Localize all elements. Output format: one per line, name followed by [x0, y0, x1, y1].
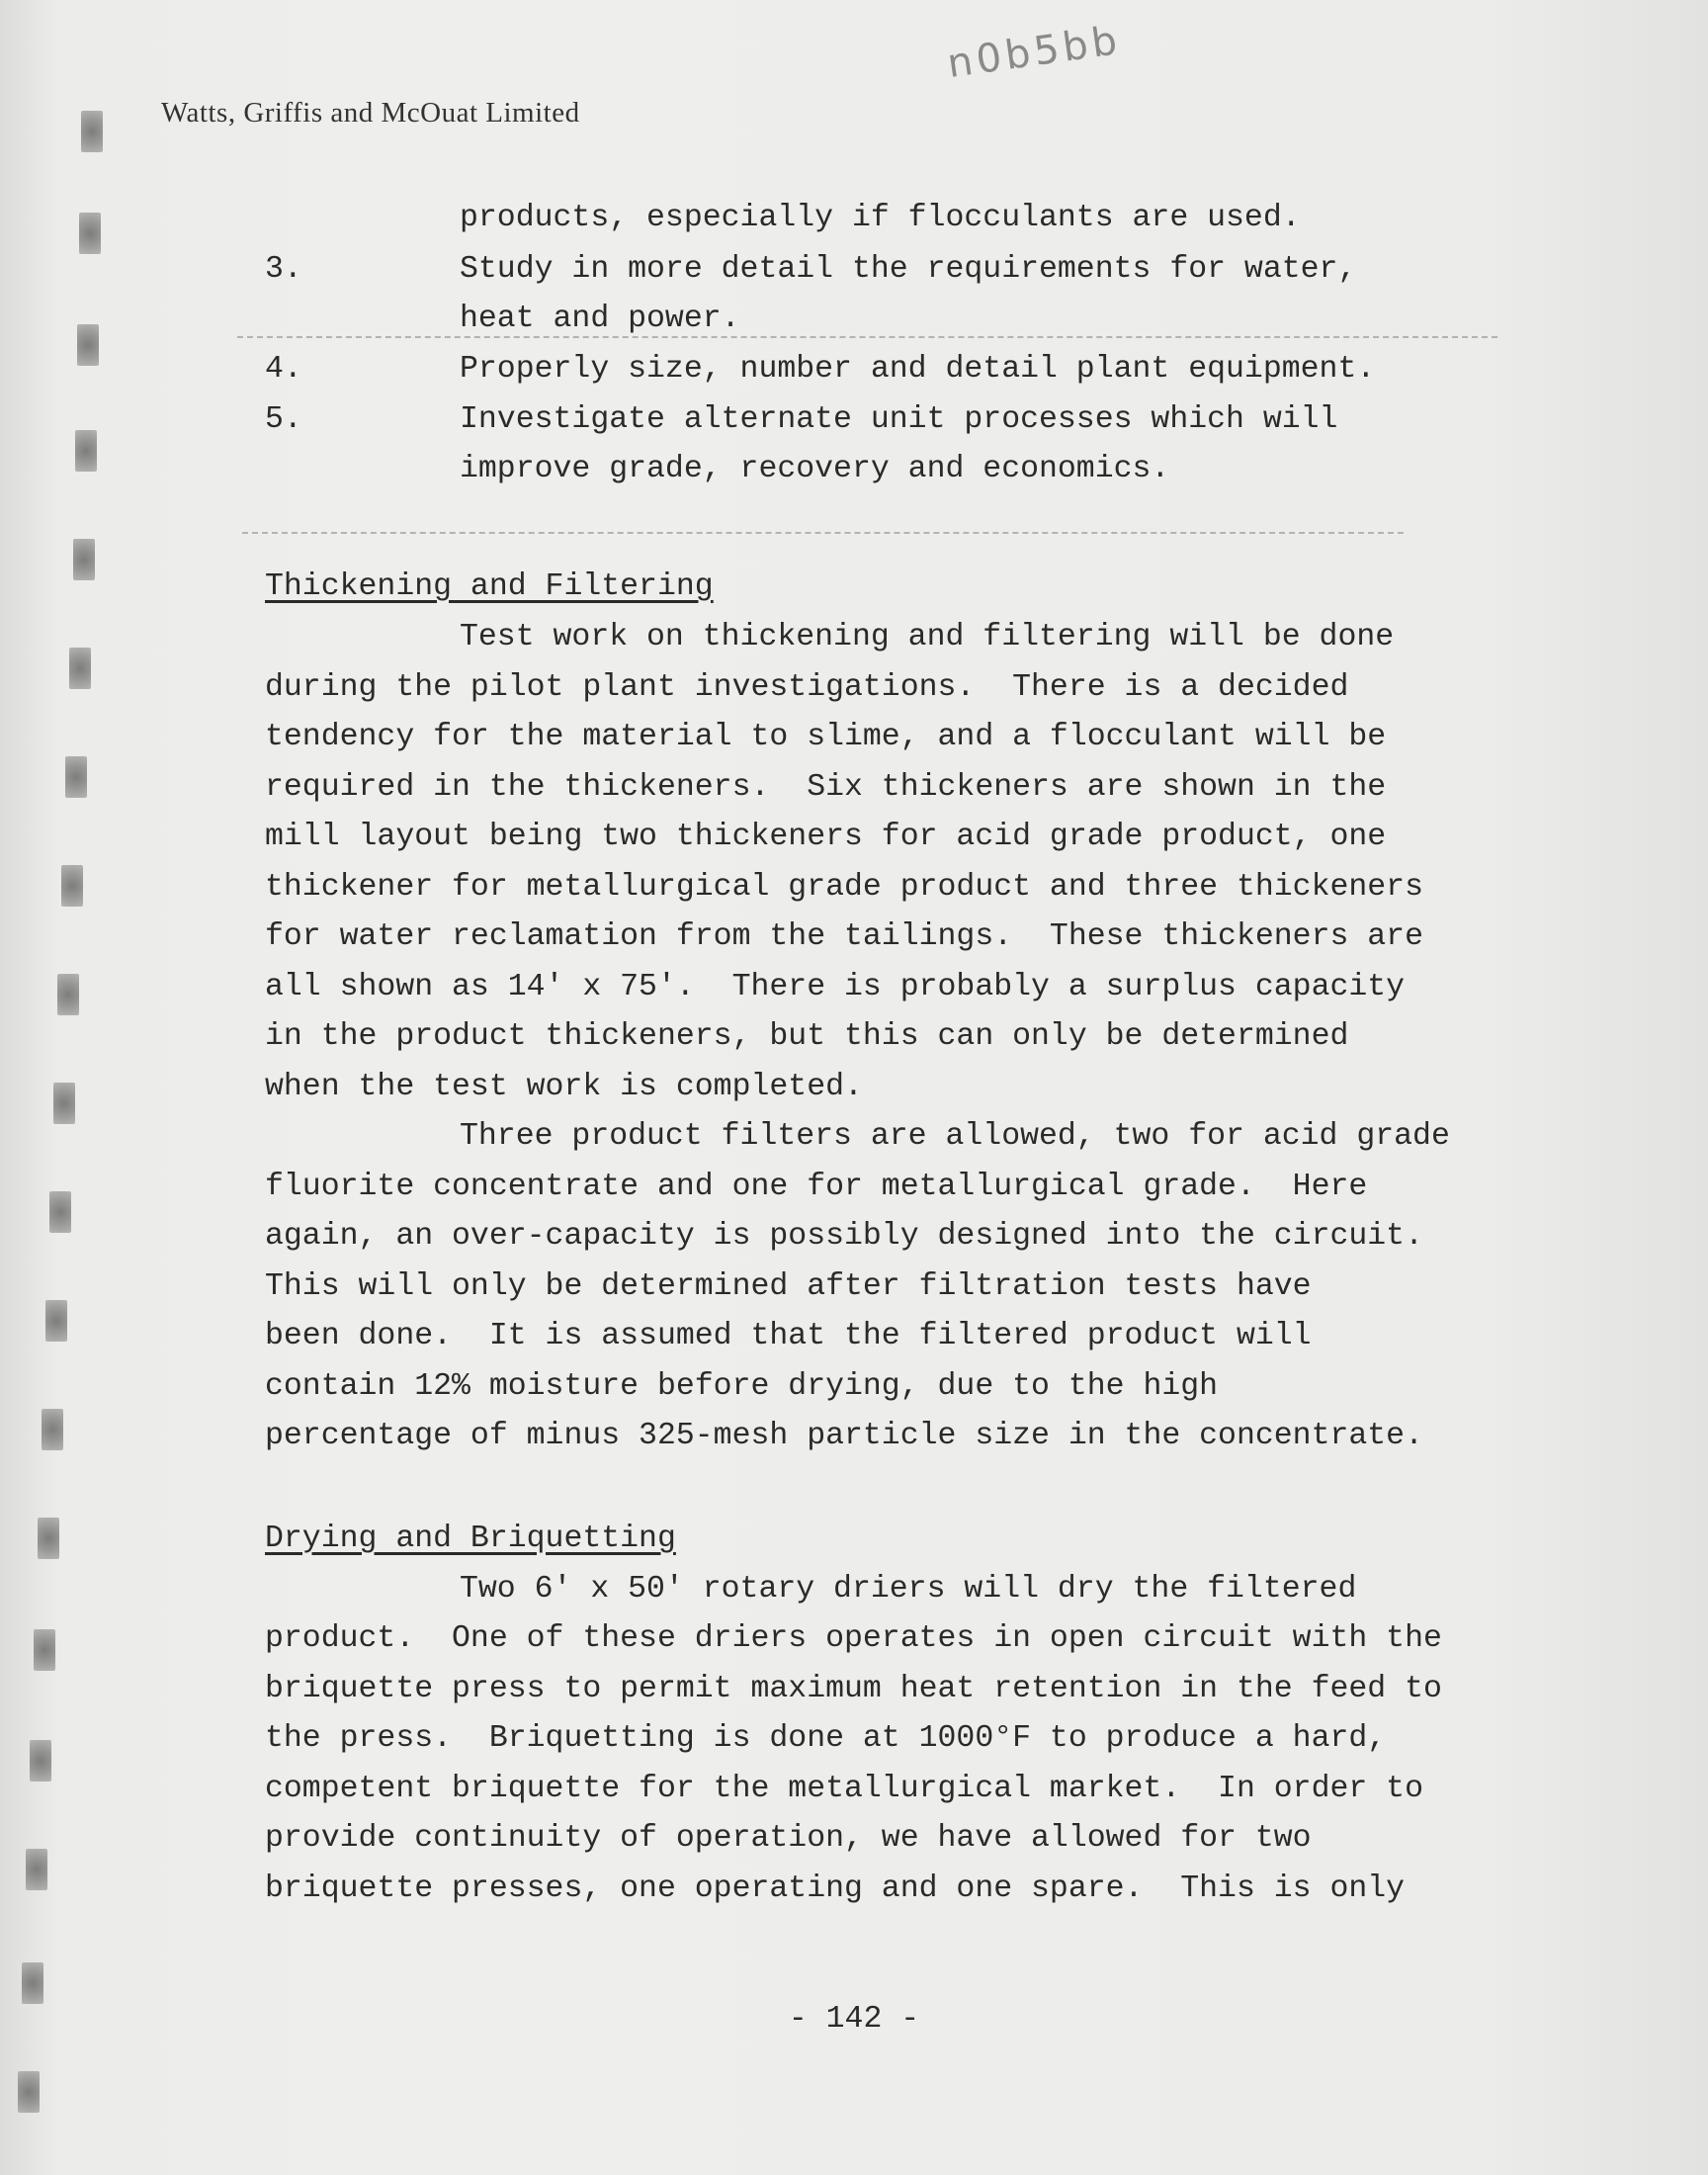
- letterhead: Watts, Griffis and McOuat Limited: [161, 97, 580, 129]
- paragraph-line: This will only be determined after filtration tests have: [265, 1269, 1312, 1304]
- binding-hole: [30, 1740, 51, 1782]
- paragraph-line: tendency for the material to slime, and a flocculant will be: [265, 720, 1387, 754]
- binding-hole: [45, 1300, 67, 1342]
- list-item-number: 5.: [265, 402, 302, 437]
- paragraph-line: Three product filters are allowed, two for acid grade: [460, 1119, 1450, 1154]
- binding-hole: [79, 213, 101, 254]
- paragraph-line: the press. Briquetting is done at 1000°F to produce a hard,: [265, 1721, 1387, 1756]
- binding-hole: [69, 648, 91, 689]
- binding-hole: [42, 1409, 63, 1450]
- list-item-line: heat and power.: [460, 302, 740, 336]
- paragraph-line: Test work on thickening and filtering will be done: [460, 620, 1395, 654]
- binding-hole: [49, 1191, 71, 1233]
- list-item-line: Properly size, number and detail plant equipment.: [460, 352, 1376, 387]
- paragraph-line: Two 6' x 50' rotary driers will dry the filtered: [460, 1572, 1357, 1607]
- binding-hole: [73, 539, 95, 580]
- list-item-line: Study in more detail the requirements for water,: [460, 252, 1357, 287]
- paragraph-line: provide continuity of operation, we have allowed for two: [265, 1821, 1312, 1856]
- section-heading: Drying and Briquetting: [265, 1522, 676, 1556]
- list-item-number: 3.: [265, 252, 302, 287]
- paragraph-line: product. One of these driers operates in open circuit with the: [265, 1621, 1442, 1656]
- binding-hole: [61, 865, 83, 907]
- paragraph-line: again, an over-capacity is possibly designed into the circuit.: [265, 1219, 1423, 1254]
- paragraph-line: all shown as 14' x 75'. There is probably a surplus capacity: [265, 970, 1406, 1004]
- faint-rule: [237, 336, 1497, 338]
- list-continuation-line: products, especially if flocculants are used.: [460, 201, 1301, 235]
- paragraph-line: mill layout being two thickeners for acid grade product, one: [265, 820, 1387, 854]
- paragraph-line: briquette press to permit maximum heat retention in the feed to: [265, 1672, 1442, 1706]
- list-item-line: Investigate alternate unit processes which will: [460, 402, 1338, 437]
- binding-hole: [22, 1962, 43, 2004]
- paragraph-line: when the test work is completed.: [265, 1070, 863, 1104]
- handwritten-stamp: n0b5bb: [944, 17, 1124, 88]
- binding-hole: [77, 324, 99, 366]
- binding-hole: [65, 756, 87, 798]
- paragraph-line: required in the thickeners. Six thickeners are shown in the: [265, 770, 1387, 805]
- paragraph-line: during the pilot plant investigations. There is a decided: [265, 670, 1349, 705]
- binding-hole: [57, 974, 79, 1015]
- binding-hole: [38, 1518, 59, 1559]
- paragraph-line: percentage of minus 325-mesh particle size in the concentrate.: [265, 1419, 1423, 1453]
- section-heading: Thickening and Filtering: [265, 569, 714, 604]
- page-number: - 142 -: [788, 2002, 920, 2037]
- paragraph-line: in the product thickeners, but this can only be determined: [265, 1019, 1349, 1054]
- paragraph-line: for water reclamation from the tailings. These thickeners are: [265, 919, 1423, 954]
- binding-hole: [34, 1629, 55, 1671]
- paragraph-line: fluorite concentrate and one for metallurgical grade. Here: [265, 1170, 1368, 1204]
- binding-hole: [53, 1083, 75, 1124]
- binding-hole: [81, 111, 103, 152]
- paragraph-line: thickener for metallurgical grade product and three thickeners: [265, 870, 1423, 905]
- paragraph-line: competent briquette for the metallurgical market. In order to: [265, 1772, 1423, 1806]
- binding-hole: [75, 430, 97, 472]
- binding-hole: [26, 1849, 47, 1890]
- paragraph-line: contain 12% moisture before drying, due to the high: [265, 1369, 1219, 1404]
- paragraph-line: been done. It is assumed that the filtered product will: [265, 1319, 1312, 1353]
- faint-rule: [242, 532, 1404, 534]
- list-item-number: 4.: [265, 352, 302, 387]
- binding-hole: [18, 2071, 40, 2113]
- list-item-line: improve grade, recovery and economics.: [460, 452, 1170, 486]
- paragraph-line: briquette presses, one operating and one spare. This is only: [265, 1871, 1406, 1906]
